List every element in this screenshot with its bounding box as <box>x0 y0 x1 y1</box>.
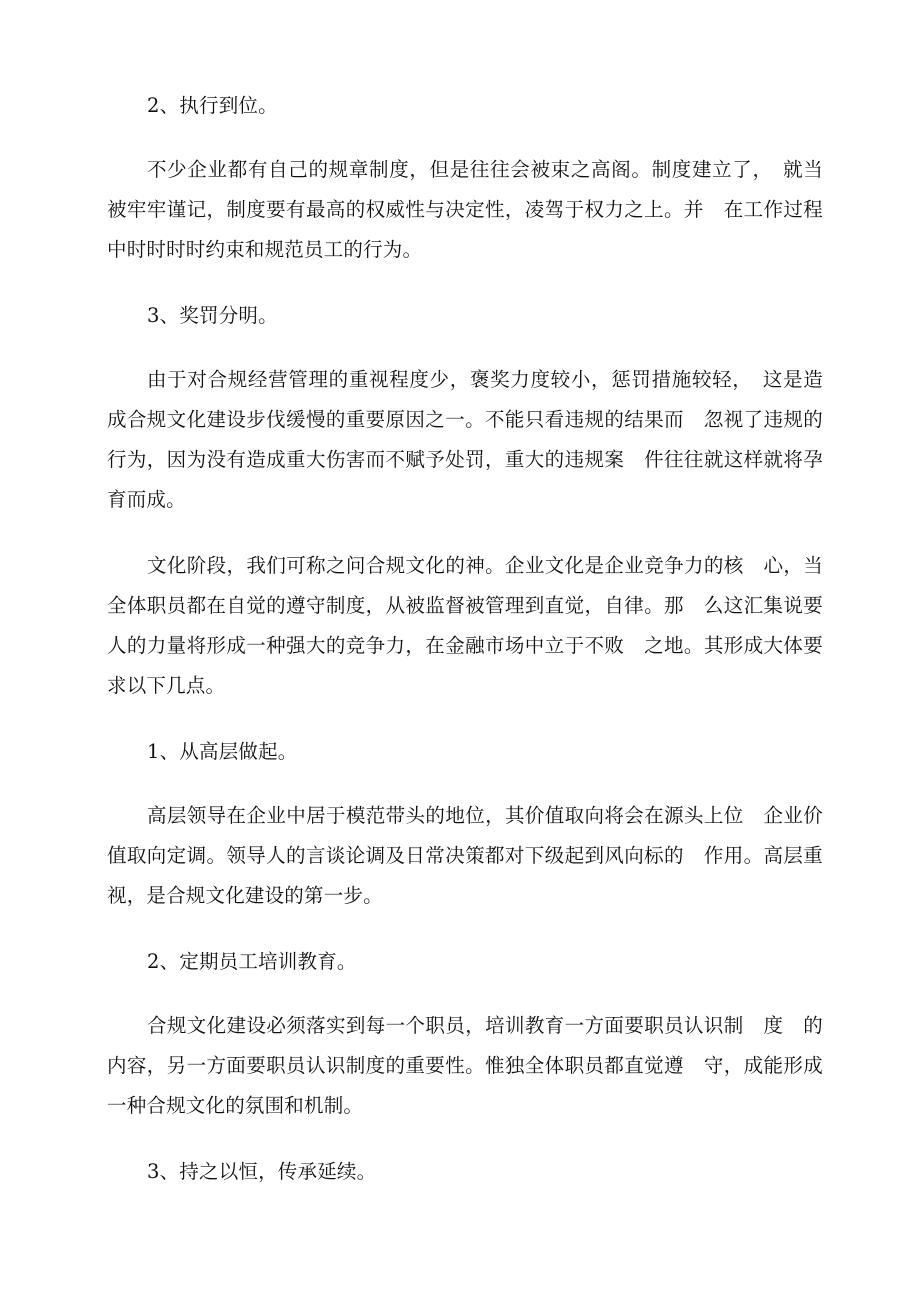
section-heading-execution: 2、执行到位。 <box>147 94 278 117</box>
paragraph-training: 合规文化建设必须落实到每一个职员，培训教育一方面要职员认识制 度 的内容，另一方面要职员认识制度的重要性。惟独全体职员都直觉遵 守，成能形成一种合规文化的氛围和机制。 <box>107 1014 823 1117</box>
paragraph-rewards: 由于对合规经营管理的重视程度少，褒奖力度较小，惩罚措施较轻， 这是造成合规文化建设步伐缓慢的重要原因之一。不能只看违规的结果而 忽视了违规的行为，因为没有造成重大伤害而不赋予处罚，重大的违规案 件往往就这样就将孕育而成。 <box>107 368 823 511</box>
paragraph-culture-stage: 文化阶段，我们可称之问合规文化的神。企业文化是企业竞争力的核 心，当全体职员都在自觉的遵守制度，从被监督被管理到直觉，自律。那 么这汇集说要人的力量将形成一种强大的竞争力，在金融市场中立于不败 之地。其形成大体要求以下几点。 <box>107 554 823 697</box>
section-heading-rewards: 3、奖罚分明。 <box>147 304 278 327</box>
section-heading-training: 2、定期员工培训教育。 <box>147 950 357 973</box>
paragraph-top-level: 高层领导在企业中居于模范带头的地位，其价值取向将会在源头上位 企业价值取向定调。领导人的言谈论调及日常决策都对下级起到风向标的 作用。高层重视，是合规文化建设的第一步。 <box>107 804 823 907</box>
section-heading-top-level: 1、从高层做起。 <box>147 740 298 763</box>
section-heading-persistence: 3、持之以恒，传承延续。 <box>147 1160 377 1183</box>
paragraph-execution: 不少企业都有自己的规章制度，但是往往会被束之高阁。制度建立了， 就当被牢牢谨记，制度要有最高的权威性与决定性，凌驾于权力之上。并 在工作过程中时时时时约束和规范员工的行为。 <box>107 158 823 261</box>
